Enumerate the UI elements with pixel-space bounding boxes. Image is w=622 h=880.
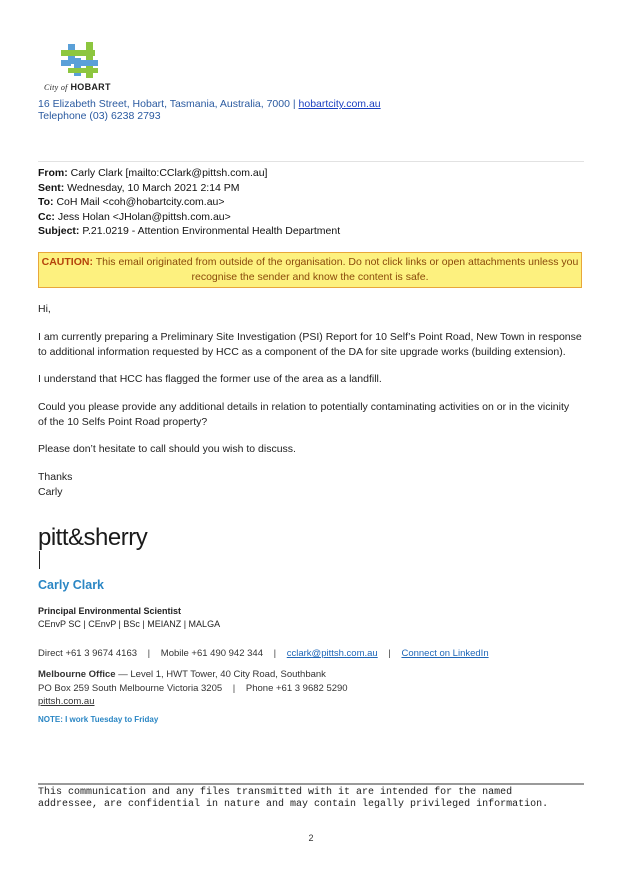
- separator: |: [273, 648, 277, 659]
- header-divider: [38, 161, 584, 162]
- signature-title: Principal Environmental Scientist: [38, 606, 182, 616]
- logo-wordmark: [44, 82, 111, 92]
- paragraph-3: [38, 400, 588, 429]
- separator: |: [388, 648, 391, 659]
- paragraph-2: I understand that HCC has flagged the former use of the area as a landfill.: [38, 373, 382, 385]
- confidentiality-disclaimer: [38, 787, 548, 811]
- from-value: Carly Clark [mailto:CClark@pittsh.com.au]: [70, 167, 268, 179]
- office-label: Melbourne Office: [38, 669, 116, 680]
- linkedin-link[interactable]: Connect on LinkedIn: [401, 648, 489, 659]
- cc-label: Cc:: [38, 210, 55, 223]
- paragraph-1-line-1: I am currently preparing a Preliminary Site Investigation (PSI) Report for 10 Self’s Point Road, New Town in response: [38, 331, 582, 343]
- caution-banner: [38, 252, 582, 288]
- from-label: From:: [38, 167, 68, 179]
- caution-label: CAUTION:: [41, 256, 93, 268]
- caution-text-2: recognise the sender and know the content is safe.: [191, 271, 429, 283]
- mobile-phone: Mobile +61 490 942 344: [160, 648, 263, 659]
- to-row: [38, 195, 340, 210]
- signature-credentials: CEnvP SC | CEnvP | BSc | MEIANZ | MALGA: [38, 619, 221, 629]
- office-info: [38, 668, 348, 709]
- to-value: CoH Mail <coh@hobartcity.com.au>: [56, 196, 225, 209]
- paragraph-1-line-2: to additional information requested by HCC as a component of the DA for site upgrade works (building extension).: [38, 345, 566, 358]
- direct-phone: Direct +61 3 9674 4163: [38, 648, 138, 659]
- to-label: To:: [38, 196, 54, 209]
- sent-row: [38, 181, 340, 196]
- signoff-name: Carly: [38, 485, 63, 498]
- pittsh-website-link[interactable]: pittsh.com.au: [38, 696, 95, 707]
- street-address: 16 Elizabeth Street, Hobart, Tasmania, Australia, 7000 |: [38, 98, 296, 110]
- contact-line: [38, 648, 489, 659]
- email-link[interactable]: cclark@pittsh.com.au: [286, 648, 378, 659]
- signoff: [38, 470, 588, 499]
- paragraph-1: [38, 330, 588, 359]
- work-days-note: NOTE: I work Tuesday to Friday: [38, 715, 159, 724]
- office-address: — Level 1, HWT Tower, 40 City Road, Southbank: [115, 669, 326, 680]
- cc-value: Jess Holan <JHolan@pittsh.com.au>: [57, 210, 231, 223]
- greeting: Hi,: [38, 303, 51, 315]
- hobart-cross-icon: [58, 40, 120, 82]
- subject-value: P.21.0219 - Attention Environmental Health Department: [82, 225, 341, 238]
- hobart-website-link[interactable]: hobartcity.com.au: [298, 98, 381, 110]
- telephone: Telephone (03) 6238 2793: [38, 110, 161, 122]
- page-number: 2: [308, 833, 314, 843]
- signature-name: Carly Clark: [38, 578, 105, 592]
- po-box: PO Box 259 South Melbourne Victoria 3205: [38, 682, 223, 694]
- signoff-thanks: Thanks: [38, 471, 73, 483]
- paragraph-3-line-1: Could you please provide any additional details in relation to potentially contaminating activities on or in the vicinity: [38, 401, 570, 413]
- paragraph-3-line-2: of the 10 Selfs Point Road property?: [38, 415, 208, 428]
- sent-label: Sent:: [38, 181, 65, 194]
- office-phone: Phone +61 3 9682 5290: [245, 682, 348, 694]
- letterhead-address: [38, 98, 381, 122]
- footer-divider: [38, 783, 584, 785]
- subject-label: Subject:: [38, 225, 80, 238]
- cc-row: [38, 210, 340, 225]
- logo-main: HOBART: [70, 82, 111, 92]
- disclaimer-line-2: addressee, are confidential in nature and may contain legally privileged information.: [38, 799, 549, 810]
- separator: |: [232, 682, 236, 694]
- logo-prefix: City of: [44, 83, 68, 92]
- pitt-sherry-logo: pitt&sherry: [38, 524, 148, 551]
- from-row: [38, 166, 340, 181]
- text-cursor: [39, 551, 40, 569]
- caution-text-1: This email originated from outside of the organisation. Do not click links or open attachments unless you: [95, 256, 579, 268]
- sent-value: Wednesday, 10 March 2021 2:14 PM: [67, 181, 240, 194]
- separator: |: [147, 648, 151, 659]
- subject-row: [38, 224, 340, 239]
- disclaimer-line-1: This communication and any files transmitted with it are intended for the named: [38, 787, 513, 798]
- email-header: [38, 166, 340, 239]
- paragraph-4: Please don’t hesitate to call should you wish to discuss.: [38, 443, 296, 455]
